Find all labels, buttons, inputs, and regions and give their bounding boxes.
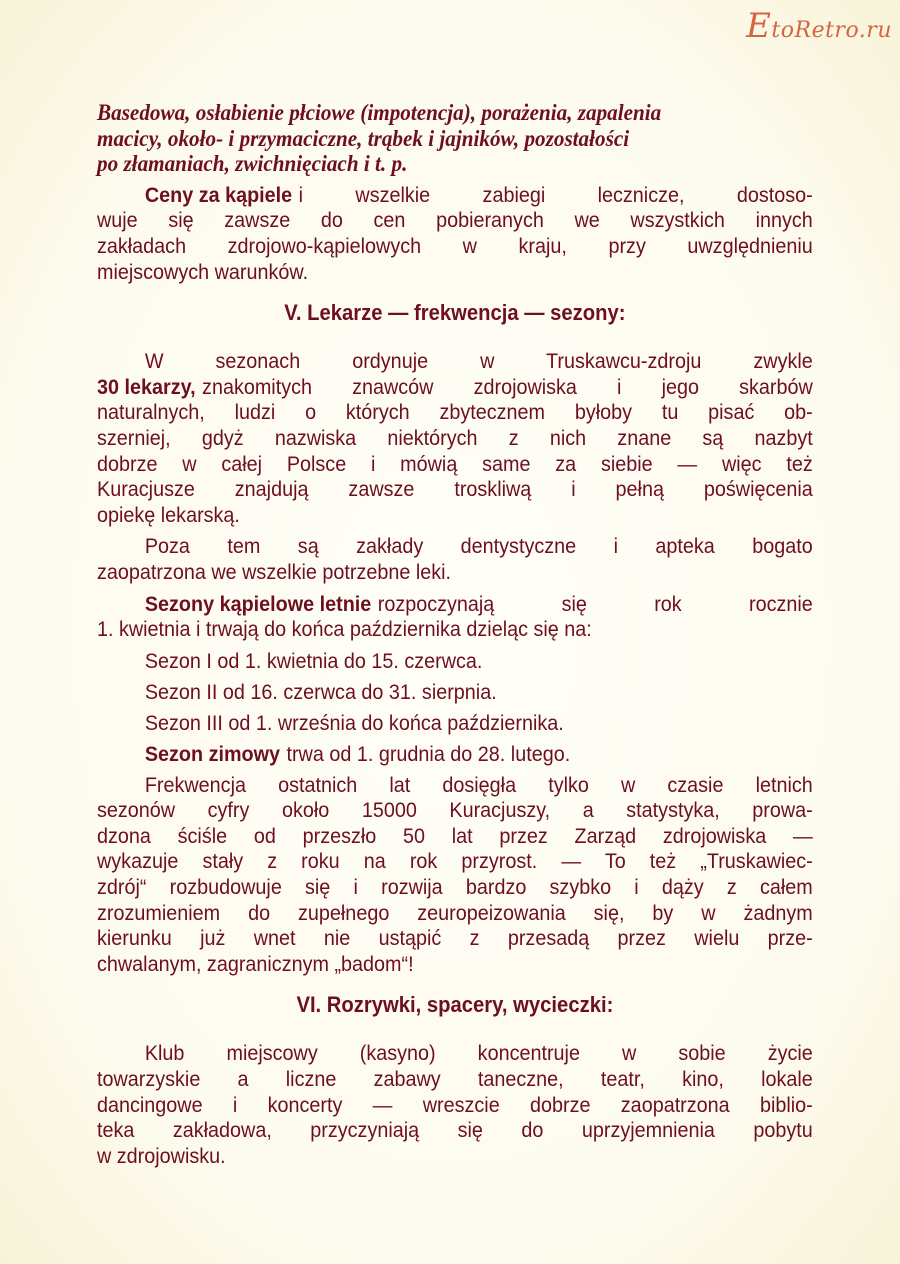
text-line bbox=[97, 349, 813, 375]
para-intro bbox=[97, 100, 813, 177]
line-text: chwalanym, zagranicznym „badom“! bbox=[97, 951, 414, 976]
text-line bbox=[97, 824, 813, 850]
text-line bbox=[97, 126, 813, 152]
season-list bbox=[97, 649, 813, 773]
text-line bbox=[97, 260, 813, 286]
line-text: teka zakładowa, przyczyniają się do uprzyjemnienia pobytu bbox=[97, 1118, 813, 1143]
line-text: W sezonach ordynuje w Truskawcu-zdroju zwykle bbox=[144, 349, 813, 374]
line-text: opiekę lekarską. bbox=[97, 502, 240, 527]
text-line bbox=[97, 151, 813, 177]
text-line bbox=[97, 1144, 813, 1170]
line-text: dobrze w całej Polsce i mówią same za siebie — więc też bbox=[97, 451, 813, 476]
line-text: zakładach zdrojowo-kąpielowych w kraju, przy uwzględnieniu bbox=[97, 233, 813, 258]
line-text: znakomitych znawców zdrojowiska i jego skarbów bbox=[202, 374, 813, 399]
text-line bbox=[97, 400, 813, 426]
para-club bbox=[97, 1041, 813, 1169]
text-line bbox=[97, 875, 813, 901]
line-text: zdrój“ rozbudowuje się i rozwija bardzo szybko i dąży z całem bbox=[97, 875, 813, 900]
watermark-logo bbox=[746, 6, 892, 46]
line-text: zrozumieniem do zupełnego zeuropeizowania się, by w żadnym bbox=[97, 900, 813, 925]
text-line bbox=[97, 901, 813, 927]
text-line bbox=[97, 592, 813, 618]
text-line bbox=[97, 534, 813, 560]
line-text: wuje się zawsze do cen pobieranych we wszystkich innych bbox=[97, 208, 813, 233]
bold-lead: Ceny za kąpiele bbox=[144, 182, 293, 207]
section-heading-vi: VI. Rozrywki, spacery, wycieczki: bbox=[296, 992, 614, 1018]
text-line bbox=[97, 1067, 813, 1093]
line-text: miejscowych warunków. bbox=[97, 259, 309, 284]
text-line bbox=[97, 208, 813, 234]
line-text: Frekwencja ostatnich lat dosięgła tylko w czasie letnich bbox=[144, 772, 813, 797]
line-text: Basedowa, osłabienie płciowe (impotencja), porażenia, zapalenia bbox=[97, 100, 662, 125]
line-text: dzona ściśle od przeszło 50 lat przez Zarząd zdrojowiska — bbox=[97, 823, 813, 848]
bold-lead: Sezon zimowy bbox=[144, 741, 281, 766]
line-text: macicy, około- i przymaciczne, trąbek i jajników, pozostałości bbox=[97, 125, 630, 151]
line-text: Kuracjusze znajdują zawsze troskliwą i pełną poświęcenia bbox=[97, 477, 813, 502]
text-line bbox=[97, 798, 813, 824]
text-line bbox=[97, 234, 813, 260]
line-text: szerniej, gdyż nazwiska niektórych z nich znane są nazbyt bbox=[97, 425, 813, 450]
line-text: rozpoczynają się rok rocznie bbox=[377, 591, 813, 616]
text-line bbox=[97, 773, 813, 799]
text-line bbox=[97, 1093, 813, 1119]
text-line bbox=[97, 452, 813, 478]
para-doctors bbox=[97, 349, 813, 528]
document-body bbox=[97, 100, 813, 1169]
text-line bbox=[97, 560, 813, 586]
text-line bbox=[97, 503, 813, 529]
bold-lead: Sezony kąpielowe letnie bbox=[144, 591, 372, 616]
line-text: i wszelkie zabiegi lecznicze, dostoso- bbox=[298, 182, 813, 207]
para-dentists bbox=[97, 534, 813, 585]
line-text: Klub miejscowy (kasyno) koncentruje w sobie życie bbox=[144, 1041, 813, 1066]
text-line bbox=[97, 1041, 813, 1067]
season-text: Sezon III od 1. września do końca października. bbox=[144, 710, 564, 735]
para-seasons bbox=[97, 592, 813, 643]
line-text: Poza tem są zakłady dentystyczne i apteka bogato bbox=[144, 534, 813, 559]
line-text: wykazuje stały z roku na rok przyrost. — To też „Truskawiec- bbox=[97, 849, 813, 874]
line-text: 1. kwietnia i trwają do końca października dzieląc się na: bbox=[97, 617, 592, 642]
text-line bbox=[97, 183, 813, 209]
line-text: naturalnych, ludzi o których zbytecznem byłoby tu pisać ob- bbox=[97, 400, 813, 425]
season-item bbox=[97, 680, 813, 711]
line-text: po złamaniach, zwichnięciach i t. p. bbox=[97, 151, 408, 177]
text-line bbox=[97, 100, 813, 126]
line-text: zaopatrzona we wszelkie potrzebne leki. bbox=[97, 559, 452, 584]
watermark-text: toRetro.ru bbox=[771, 18, 892, 43]
season-text: trwa od 1. grudnia do 28. lutego. bbox=[286, 741, 571, 766]
watermark-initial: E bbox=[746, 6, 772, 46]
line-text: w zdrojowisku. bbox=[97, 1143, 226, 1168]
line-text: sezonów cyfry około 15000 Kuracjuszy, a statystyka, prowa- bbox=[97, 798, 813, 823]
line-text: kierunku już wnet nie ustąpić z przesadą przez wielu prze- bbox=[97, 926, 813, 951]
para-attendance bbox=[97, 773, 813, 978]
para-prices bbox=[97, 183, 813, 285]
season-text: Sezon II od 16. czerwca do 31. sierpnia. bbox=[144, 679, 497, 704]
season-item bbox=[97, 711, 813, 742]
line-text: dancingowe i koncerty — wreszcie dobrze zaopatrzona biblio- bbox=[97, 1092, 813, 1117]
text-line bbox=[97, 617, 813, 643]
text-line bbox=[97, 1118, 813, 1144]
line-text: towarzyskie a liczne zabawy taneczne, teatr, kino, lokale bbox=[97, 1067, 813, 1092]
text-line bbox=[97, 477, 813, 503]
season-item bbox=[97, 649, 813, 680]
text-line bbox=[97, 926, 813, 952]
text-line bbox=[97, 375, 813, 401]
section-heading-v: V. Lekarze — frekwencja — sezony: bbox=[284, 300, 626, 326]
text-line bbox=[97, 952, 813, 978]
season-item bbox=[97, 742, 813, 773]
text-line bbox=[97, 426, 813, 452]
text-line bbox=[97, 849, 813, 875]
season-text: Sezon I od 1. kwietnia do 15. czerwca. bbox=[144, 648, 483, 673]
bold-lead: 30 lekarzy, bbox=[97, 374, 196, 399]
